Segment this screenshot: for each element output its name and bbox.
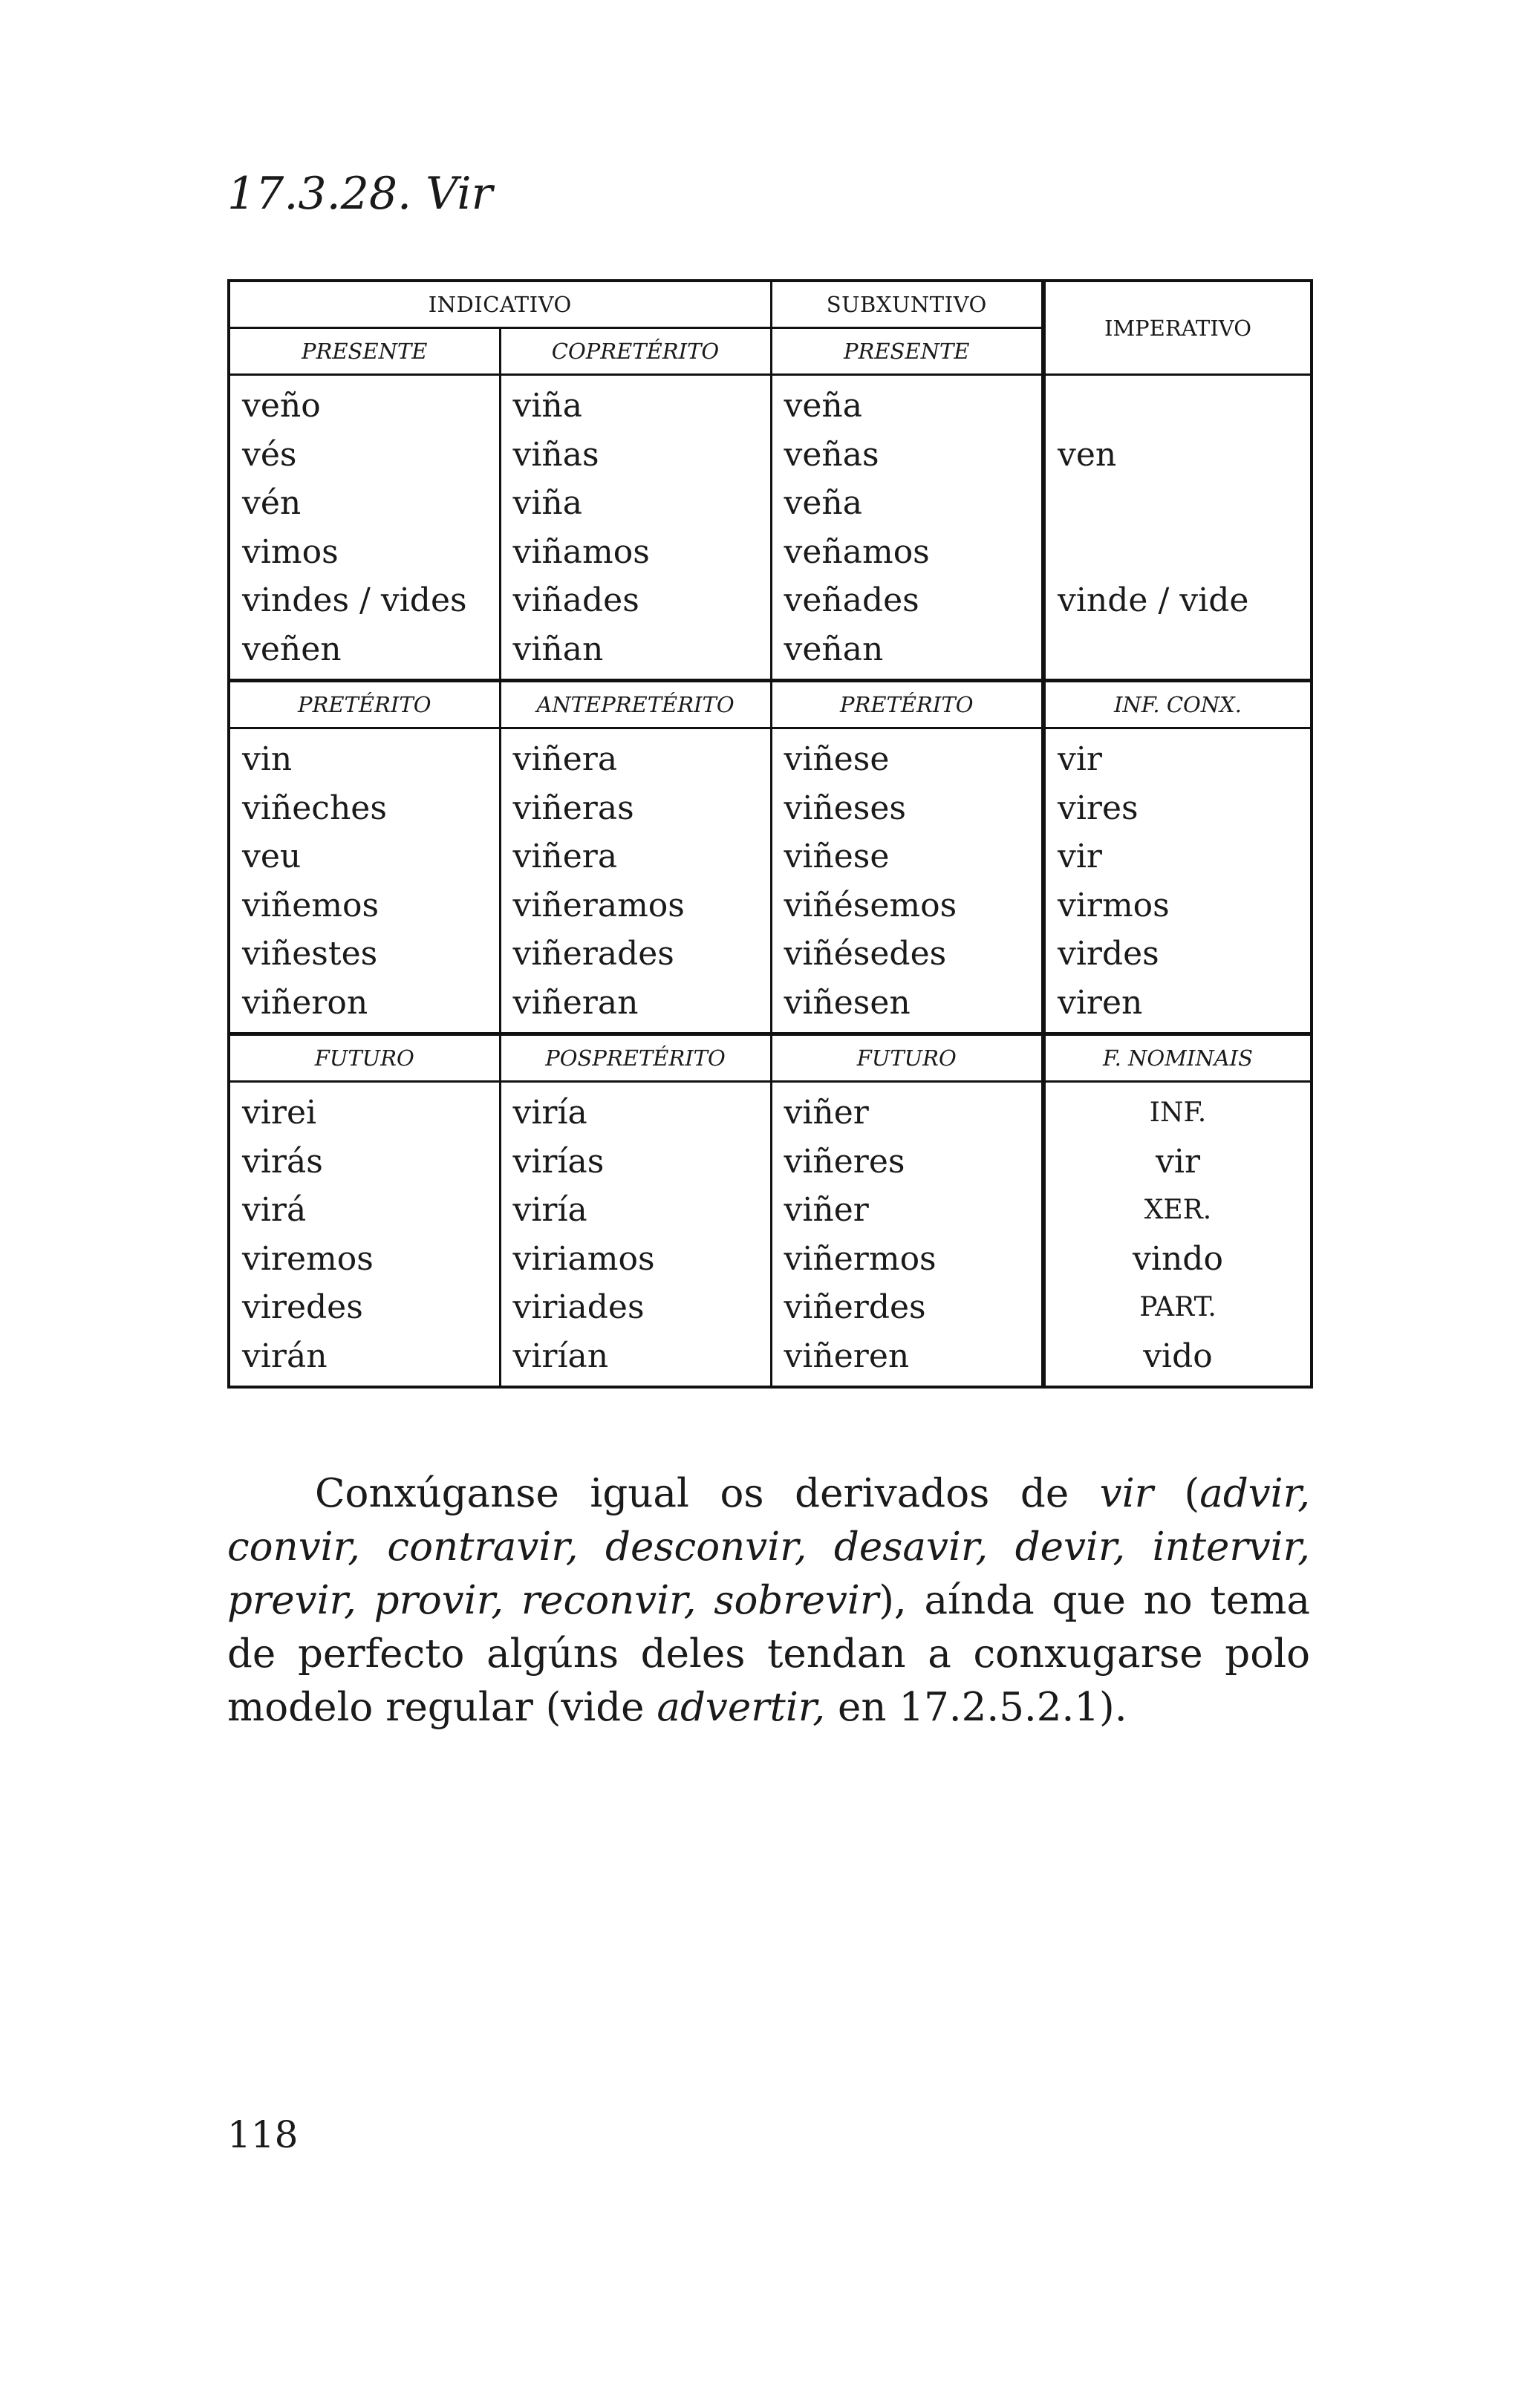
tense-copreterito: COPRETÉRITO <box>500 328 771 375</box>
verb-form: viñerdes <box>784 1288 926 1326</box>
verb-form: viría <box>512 1191 587 1229</box>
verb-form <box>1058 479 1310 528</box>
verb-form: veu <box>242 838 302 875</box>
section-heading: 17.3.28. Vir <box>227 168 493 220</box>
paragraph-italic-text: vir <box>1099 1471 1153 1516</box>
verb-form: ven <box>1058 435 1117 474</box>
verb-form: viñestes <box>242 935 378 973</box>
verb-form: veñen <box>242 630 342 668</box>
forms-pospreterito <box>500 1082 771 1388</box>
verb-form: virán <box>242 1337 328 1375</box>
verb-form: virías <box>512 1142 605 1181</box>
forms-antepreterito <box>500 728 771 1034</box>
forms-preterito <box>229 728 500 1034</box>
forms-row-3 <box>229 1082 1312 1388</box>
mood-imperativo: IMPERATIVO <box>1043 281 1312 375</box>
verb-form: viren <box>1058 983 1143 1022</box>
verb-form: virás <box>242 1142 323 1181</box>
verb-form: viñera <box>512 838 618 875</box>
forms-row-1 <box>229 375 1312 681</box>
forms-subxuntivo-futuro <box>771 1082 1043 1388</box>
verb-form: viñermos <box>784 1239 937 1278</box>
verb-form: vindes / vides <box>242 581 467 619</box>
mood-subxuntivo: SUBXUNTIVO <box>771 281 1043 328</box>
verb-form: virmos <box>1058 886 1170 924</box>
verb-form: vindo <box>1133 1239 1223 1278</box>
verb-form: viñeron <box>242 983 368 1022</box>
verb-form: virei <box>242 1094 317 1132</box>
verb-form: veña <box>784 484 862 522</box>
verb-form: viñera <box>512 740 618 778</box>
forms-subxuntivo-presente <box>771 375 1043 681</box>
tense-header-row-2 <box>229 681 1312 728</box>
verb-form: viñésemos <box>784 886 957 924</box>
conjugation-table <box>227 279 1313 1389</box>
verb-form: veñamos <box>784 532 930 571</box>
verb-form: viñeren <box>784 1337 910 1375</box>
verb-form <box>1058 528 1310 577</box>
verb-form <box>1058 625 1310 674</box>
verb-form: virían <box>512 1337 609 1375</box>
verb-form: vimos <box>242 532 339 571</box>
verb-form: vin <box>242 740 293 778</box>
verb-form: viñan <box>512 630 604 668</box>
verb-form: viñese <box>784 740 890 778</box>
verb-form: viñas <box>512 435 599 474</box>
verb-form: viñer <box>784 1191 869 1229</box>
verb-form: veña <box>784 387 862 425</box>
explanatory-paragraph <box>227 1467 1310 1735</box>
paragraph-text: Conxúganse igual os derivados de <box>315 1471 1100 1516</box>
verb-form: vir <box>1058 740 1102 778</box>
verb-form: viñades <box>512 581 639 619</box>
verb-form: vir <box>1156 1142 1200 1181</box>
verb-form: viña <box>512 484 582 522</box>
verb-form: vires <box>1058 789 1139 827</box>
verb-form: viñésedes <box>784 935 947 973</box>
nominal-label-infinitive: INF. <box>1149 1097 1207 1128</box>
forms-indicativo-presente <box>229 375 500 681</box>
verb-form: viña <box>512 387 582 425</box>
tense-inf-conx: INF. CONX. <box>1043 681 1312 728</box>
mood-indicativo: INDICATIVO <box>428 292 572 317</box>
verb-form: viñer <box>784 1094 869 1132</box>
tense-header-row-3 <box>229 1034 1312 1082</box>
verb-form: virá <box>242 1191 307 1229</box>
verb-form: viñese <box>784 838 890 875</box>
verb-form: veñan <box>784 630 884 668</box>
tense-subxuntivo-futuro: FUTURO <box>771 1034 1043 1082</box>
tense-subxuntivo-presente: PRESENTE <box>771 328 1043 375</box>
paragraph-text: ), aínda que no tema de perfecto algúns deles tendan a conxugarse polo modelo regular (vide <box>227 1578 1310 1730</box>
tense-preterito: PRETÉRITO <box>229 681 500 728</box>
verb-form: viñamos <box>512 532 650 571</box>
verb-form: vinde / vide <box>1058 581 1249 619</box>
paragraph-italic-text: advertir, <box>657 1685 826 1730</box>
verb-form: viriamos <box>512 1239 655 1278</box>
forms-copreterito <box>500 375 771 681</box>
verb-form: viñerades <box>512 935 674 973</box>
mood-header-row <box>229 281 1312 328</box>
verb-form: viñeches <box>242 789 387 827</box>
paragraph-text: en 17.2.5.2.1). <box>825 1685 1127 1730</box>
verb-form: viñemos <box>242 886 380 924</box>
verb-form: vido <box>1143 1337 1213 1375</box>
verb-form: viñesen <box>784 983 911 1022</box>
paragraph-content <box>227 1467 1310 1735</box>
verb-form: veño <box>242 387 321 425</box>
tense-indicativo-presente: PRESENTE <box>229 328 500 375</box>
verb-form: viñeras <box>512 789 634 827</box>
verb-form: viredes <box>242 1288 363 1326</box>
verb-form: viñeran <box>512 983 639 1022</box>
tense-futuro: FUTURO <box>229 1034 500 1082</box>
verb-form: virdes <box>1058 935 1159 973</box>
verb-form <box>1058 382 1310 431</box>
verb-form: vés <box>242 435 297 474</box>
forms-row-2 <box>229 728 1312 1034</box>
forms-futuro <box>229 1082 500 1388</box>
tense-formas-nominais: F. NOMINAIS <box>1043 1034 1312 1082</box>
forms-formas-nominais <box>1043 1082 1312 1388</box>
verb-form: veñades <box>784 581 919 619</box>
verb-form: viremos <box>242 1239 374 1278</box>
page-number: 118 <box>227 2113 299 2156</box>
verb-form: vir <box>1058 838 1102 875</box>
nominal-label-participle: PART. <box>1139 1292 1217 1322</box>
verb-form: viría <box>512 1094 587 1132</box>
paragraph-text: ( <box>1153 1471 1200 1516</box>
forms-inf-conx <box>1043 728 1312 1034</box>
verb-form: vén <box>242 484 302 522</box>
verb-form: viñeres <box>784 1142 905 1181</box>
forms-subxuntivo-preterito <box>771 728 1043 1034</box>
verb-form: viñeses <box>784 789 907 827</box>
verb-form: veñas <box>784 435 879 474</box>
derivatives-list: advir, convir, contravir, desconvir, desavir, devir, intervir, previr, provir, reconvir, sobrevir <box>227 1471 1310 1623</box>
nominal-label-gerund: XER. <box>1144 1195 1212 1225</box>
tense-pospreterito: POSPRETÉRITO <box>500 1034 771 1082</box>
verb-form: viriades <box>512 1288 645 1326</box>
verb-form: viñeramos <box>512 886 685 924</box>
tense-antepreterito: ANTEPRETÉRITO <box>500 681 771 728</box>
tense-subxuntivo-preterito: PRETÉRITO <box>771 681 1043 728</box>
forms-imperativo <box>1043 375 1312 681</box>
